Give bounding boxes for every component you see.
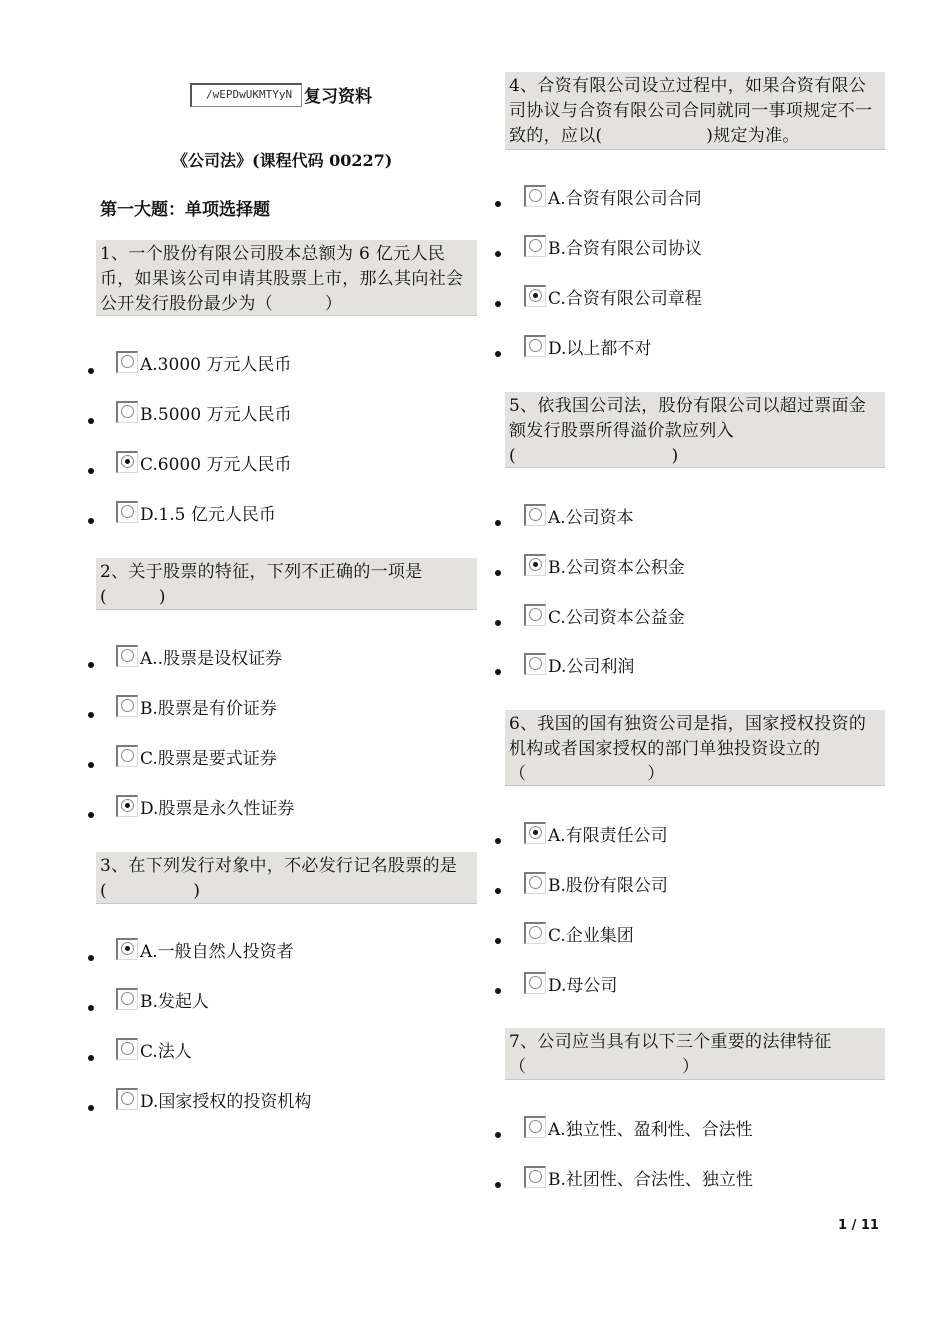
- radio-button[interactable]: [524, 922, 546, 944]
- option-label: D.国家授权的投资机构: [140, 1091, 312, 1112]
- option-label: D.1.5 亿元人民币: [140, 504, 276, 525]
- course-subtitle: 《公司法》(课程代码 00227): [172, 151, 393, 170]
- option-2d[interactable]: [116, 793, 294, 819]
- option-3d[interactable]: [116, 1086, 311, 1112]
- option-3b[interactable]: [116, 986, 209, 1012]
- radio-button[interactable]: [524, 285, 546, 307]
- radio-button[interactable]: [524, 604, 546, 626]
- bullet: [495, 888, 501, 894]
- option-4c[interactable]: [524, 283, 702, 309]
- bullet: [495, 520, 501, 526]
- radio-button[interactable]: [524, 235, 546, 257]
- option-label: B.合资有限公司协议: [548, 238, 702, 259]
- bullet: [495, 1182, 501, 1188]
- radio-button[interactable]: [116, 695, 138, 717]
- bullet: [495, 201, 501, 207]
- radio-button[interactable]: [116, 401, 138, 423]
- bullet: [88, 1005, 94, 1011]
- radio-button[interactable]: [116, 451, 138, 473]
- option-label: A..股票是设权证券: [140, 648, 283, 669]
- option-label: A.一般自然人投资者: [140, 941, 294, 962]
- option-6d[interactable]: [524, 970, 617, 996]
- option-1b[interactable]: [116, 399, 292, 425]
- bullet: [88, 712, 94, 718]
- radio-button[interactable]: [116, 1038, 138, 1060]
- bullet: [88, 468, 94, 474]
- option-label: C.法人: [140, 1041, 192, 1062]
- option-5a[interactable]: [524, 502, 634, 528]
- bullet: [88, 955, 94, 961]
- option-7a[interactable]: [524, 1114, 753, 1140]
- page-title: 复习资料: [304, 87, 372, 107]
- radio-button[interactable]: [116, 745, 138, 767]
- option-label: D.股票是永久性证券: [140, 798, 295, 819]
- bullet: [88, 1055, 94, 1061]
- radio-button[interactable]: [524, 872, 546, 894]
- bullet: [495, 301, 501, 307]
- option-1c[interactable]: [116, 449, 291, 475]
- question-6: 6、我国的国有独资公司是指，国家授权投资的机构或者国家授权的部门单独投资设立的（ ）: [505, 710, 885, 786]
- option-label: A.3000 万元人民币: [140, 354, 292, 375]
- question-4: 4、合资有限公司设立过程中，如果合资有限公司协议与合资有限公司合同就同一事项规定不一致的，应以( )规定为准。: [505, 72, 885, 150]
- option-label: C.企业集团: [548, 925, 634, 946]
- option-label: B.发起人: [140, 991, 209, 1012]
- page-number: 1 / 11: [838, 1218, 879, 1233]
- question-3: 3、在下列发行对象中，不必发行记名股票的是( ): [96, 852, 477, 904]
- option-label: D.母公司: [548, 975, 618, 996]
- question-5: 5、依我国公司法，股份有限公司以超过票面金额发行股票所得溢价款应列入( ): [505, 392, 885, 468]
- radio-button[interactable]: [524, 504, 546, 526]
- bullet: [88, 518, 94, 524]
- option-2c[interactable]: [116, 743, 277, 769]
- radio-button[interactable]: [116, 795, 138, 817]
- option-1a[interactable]: [116, 349, 291, 375]
- question-7: 7、公司应当具有以下三个重要的法律特征（ ）: [505, 1028, 885, 1080]
- option-6a[interactable]: [524, 820, 668, 846]
- option-5c[interactable]: [524, 602, 685, 628]
- option-label: A.合资有限公司合同: [548, 188, 702, 209]
- option-5b[interactable]: [524, 552, 685, 578]
- question-1: 1、一个股份有限公司股本总额为 6 亿元人民币，如果该公司申请其股票上市，那么其向社会公开发行股份最少为（ ）: [96, 240, 477, 316]
- bullet: [88, 812, 94, 818]
- option-6c[interactable]: [524, 920, 634, 946]
- bullet: [88, 662, 94, 668]
- radio-button[interactable]: [524, 554, 546, 576]
- option-label: C.股票是要式证券: [140, 748, 277, 769]
- radio-button[interactable]: [524, 1116, 546, 1138]
- option-4d[interactable]: [524, 333, 651, 359]
- radio-button[interactable]: [524, 822, 546, 844]
- radio-button[interactable]: [116, 1088, 138, 1110]
- option-label: B.5000 万元人民币: [140, 404, 292, 425]
- option-6b[interactable]: [524, 870, 668, 896]
- option-3a[interactable]: [116, 936, 294, 962]
- option-label: B.公司资本公积金: [548, 557, 685, 578]
- bullet: [495, 1132, 501, 1138]
- bullet: [495, 938, 501, 944]
- bullet: [88, 418, 94, 424]
- radio-button[interactable]: [524, 335, 546, 357]
- bullet: [495, 620, 501, 626]
- section-heading: 第一大题：单项选择题: [100, 200, 270, 220]
- option-label: B.股份有限公司: [548, 875, 668, 896]
- title-row: [190, 82, 372, 107]
- option-label: B.股票是有价证券: [140, 698, 277, 719]
- option-5d[interactable]: [524, 651, 634, 677]
- viewstate-field[interactable]: /wEPDwUKMTYyN: [190, 83, 302, 107]
- option-7b[interactable]: [524, 1164, 753, 1190]
- bullet: [495, 838, 501, 844]
- option-2a[interactable]: [116, 643, 282, 669]
- radio-button[interactable]: [116, 938, 138, 960]
- option-label: C.公司资本公益金: [548, 607, 685, 628]
- bullet: [495, 351, 501, 357]
- radio-button[interactable]: [116, 351, 138, 373]
- question-2: 2、关于股票的特征，下列不正确的一项是( ): [96, 558, 477, 610]
- option-label: B.社团性、合法性、独立性: [548, 1169, 753, 1190]
- bullet: [88, 1105, 94, 1111]
- radio-button[interactable]: [116, 988, 138, 1010]
- radio-button[interactable]: [116, 501, 138, 523]
- radio-button[interactable]: [116, 645, 138, 667]
- option-label: C.6000 万元人民币: [140, 454, 292, 475]
- option-4b[interactable]: [524, 233, 702, 259]
- bullet: [495, 669, 501, 675]
- option-label: A.公司资本: [548, 507, 634, 528]
- radio-button[interactable]: [524, 1166, 546, 1188]
- option-label: C.合资有限公司章程: [548, 288, 702, 309]
- option-label: D.以上都不对: [548, 338, 652, 359]
- radio-button[interactable]: [524, 653, 546, 675]
- bullet: [88, 762, 94, 768]
- radio-button[interactable]: [524, 972, 546, 994]
- option-4a[interactable]: [524, 183, 702, 209]
- option-label: A.有限责任公司: [548, 825, 668, 846]
- option-3c[interactable]: [116, 1036, 192, 1062]
- option-label: A.独立性、盈利性、合法性: [548, 1119, 753, 1140]
- bullet: [495, 570, 501, 576]
- bullet: [495, 251, 501, 257]
- option-2b[interactable]: [116, 693, 277, 719]
- radio-button[interactable]: [524, 185, 546, 207]
- bullet: [495, 988, 501, 994]
- option-1d[interactable]: [116, 499, 276, 525]
- option-label: D.公司利润: [548, 656, 635, 677]
- bullet: [88, 368, 94, 374]
